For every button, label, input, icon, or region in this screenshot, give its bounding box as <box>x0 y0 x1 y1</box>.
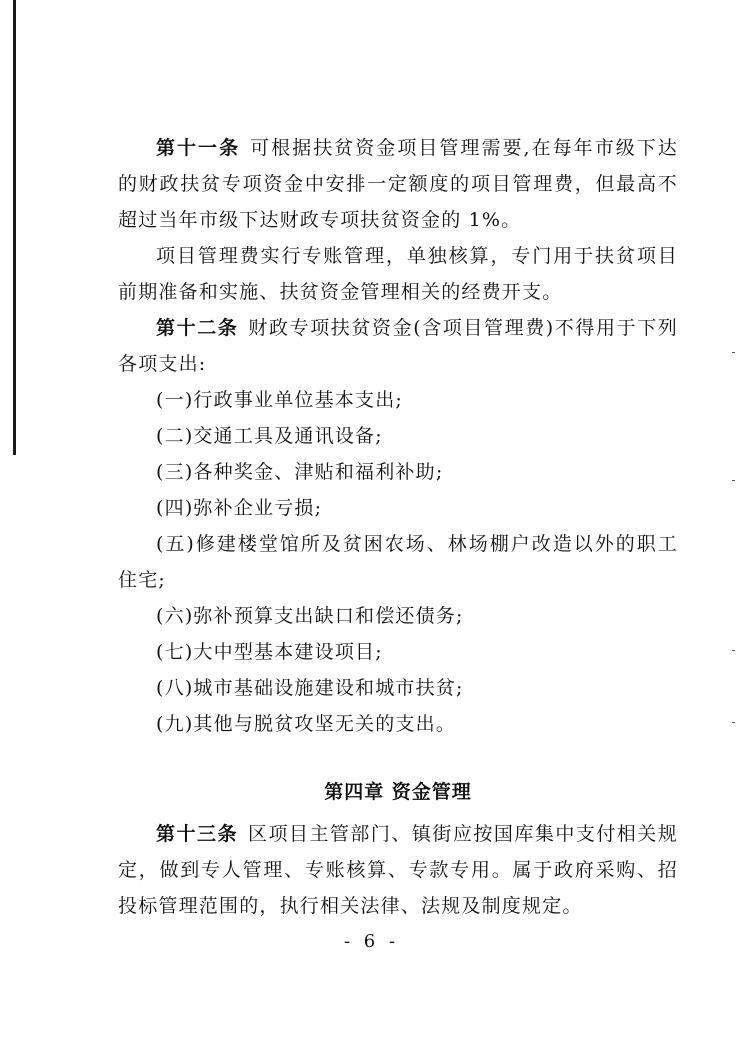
document-body <box>118 130 678 924</box>
article-13-paragraph <box>118 816 678 924</box>
list-item: (四)弥补企业亏损; <box>156 497 323 519</box>
article-11-paragraph <box>118 130 678 238</box>
list-item: (八)城市基础设施建设和城市扶贫; <box>156 677 464 699</box>
article-11-paragraph-2: 项目管理费实行专账管理，单独核算，专门用于扶贫项目前期准备和实施、扶贫资金管理相关的经费开支。 <box>118 245 678 303</box>
scan-mark <box>732 352 735 353</box>
scan-mark <box>732 480 735 481</box>
list-item: (三)各种奖金、津贴和福利补助; <box>156 461 444 483</box>
list-item: (九)其他与脱贫攻坚无关的支出。 <box>156 713 457 735</box>
page-number: - 6 - <box>343 931 400 952</box>
scan-mark <box>732 650 735 651</box>
article-12-label: 第十二条 <box>156 317 239 339</box>
article-13-text: 区项目主管部门、镇街应按国库集中支付相关规定，做到专人管理、专账核算、专款专用。属于政府采购、招投标管理范围的，执行相关法律、法规及制度规定。 <box>118 823 678 917</box>
chapter-heading: 第四章 资金管理 <box>324 781 472 803</box>
article-12-intro: 财政专项扶贫资金(含项目管理费)不得用于下列各项支出: <box>118 317 678 375</box>
article-13-label: 第十三条 <box>156 823 238 845</box>
article-11-text: 可根据扶贫资金项目管理需要,在每年市级下达的财政扶贫专项资金中安排一定额度的项目管理费，但最高不超过当年市级下达财政专项扶贫资金的 1%。 <box>118 137 678 231</box>
scan-edge-line <box>13 0 16 455</box>
list-item: (五)修建楼堂馆所及贫困农场、林场棚户改造以外的职工住宅; <box>118 533 678 591</box>
list-item: (二)交通工具及通讯设备; <box>156 425 383 447</box>
list-item: (一)行政事业单位基本支出; <box>156 389 404 411</box>
article-11-label: 第十一条 <box>156 137 241 159</box>
scan-mark <box>732 722 735 723</box>
list-item: (七)大中型基本建设项目; <box>156 641 383 663</box>
list-item: (六)弥补预算支出缺口和偿还债务; <box>156 605 464 627</box>
article-12-paragraph <box>118 310 678 382</box>
